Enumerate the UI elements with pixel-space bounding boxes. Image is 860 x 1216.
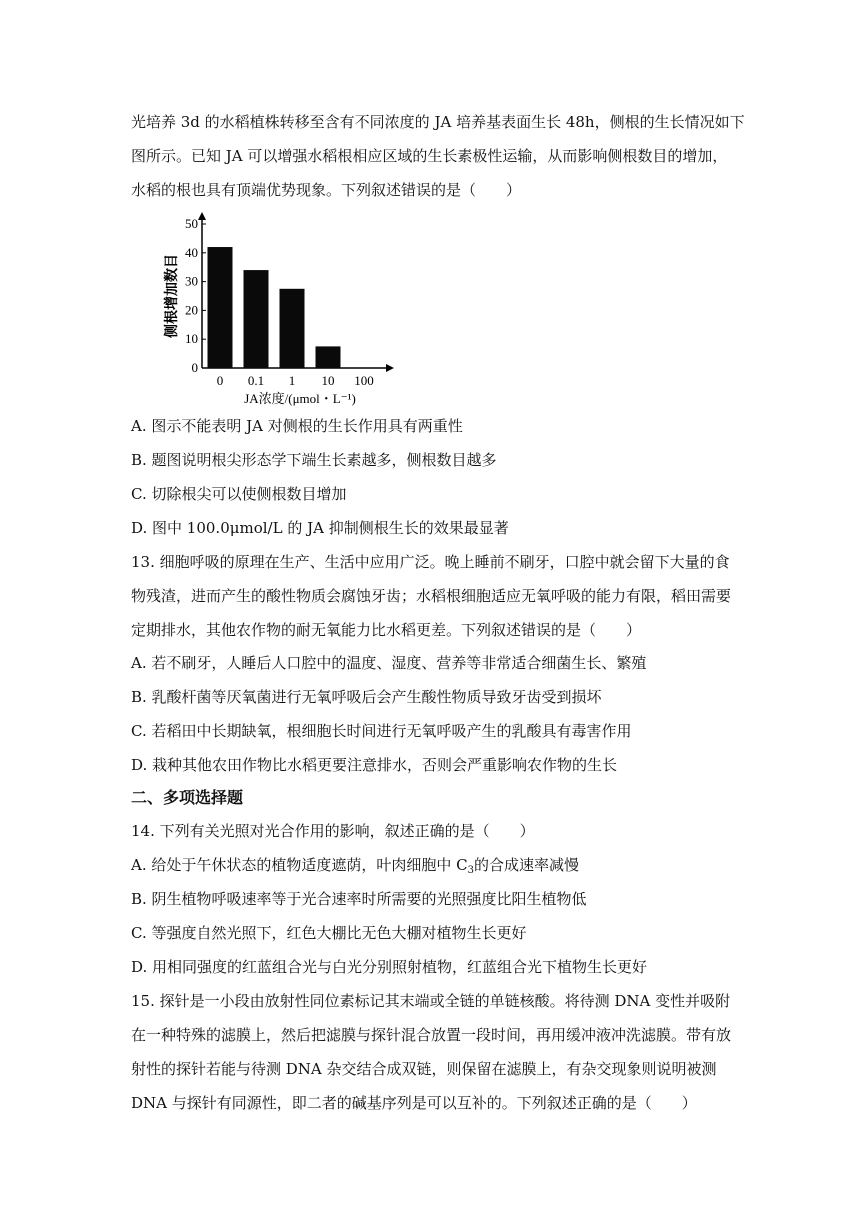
q15-stem-line-2: 在一种特殊的滤膜上，然后把滤膜与探针混合放置一段时间，再用缓冲液冲洗滤膜。带有放 [131,1026,732,1044]
q14-stem: 14. 下列有关光照对光合作用的影响，叙述正确的是（ ） [131,822,535,840]
intro-line-2: 图所示。已知 JA 可以增强水稻根相应区域的生长素极性运输，从而影响侧根数目的增加， [131,147,728,165]
bar [244,270,269,368]
q15-stem-line-3: 射性的探针若能与待测 DNA 杂交结合成双链，则保留在滤膜上，有杂交现象则说明被测 [131,1060,717,1078]
q13-option-c: C. 若稻田中长期缺氧，根细胞长时间进行无氧呼吸产生的乳酸具有毒害作用 [131,722,632,740]
q12-option-a: A. 图示不能表明 JA 对侧根的生长作用具有两重性 [131,417,463,435]
x-axis-arrow [386,364,394,372]
y-axis-label: 侧根增加数目 [165,254,180,338]
q13-stem-line-1: 13. 细胞呼吸的原理在生产、生活中应用广泛。晚上睡前不刷牙，口腔中就会留下大量的食 [131,553,730,571]
y-tick-label: 40 [185,244,198,260]
y-axis-arrow [198,212,206,220]
q13-option-d: D. 栽种其他农田作物比水稻更要注意排水，否则会严重影响农作物的生长 [131,756,618,774]
q14-option-b: B. 阴生植物呼吸速率等于光合速率时所需要的光照强度比阳生植物低 [131,890,587,908]
bar [316,346,341,368]
x-axis-label: JA浓度/(μmol・L⁻¹) [244,391,356,406]
q14-option-a-text: A. 给处于午休状态的植物适度遮荫，叶肉细胞中 C [131,856,468,874]
bar [280,289,305,368]
q14-option-a-subscript: 3 [467,865,474,876]
y-tick-label: 0 [191,360,198,375]
ja-bar-chart [150,212,400,407]
q12-option-b: B. 题图说明根尖形态学下端生长素越多，侧根数目越多 [131,451,497,469]
y-tick-label: 10 [185,331,198,347]
x-tick-label: 0.1 [247,373,265,388]
x-tick-label: 10 [321,373,335,388]
q13-option-b: B. 乳酸杆菌等厌氧菌进行无氧呼吸后会产生酸性物质导致牙齿受到损坏 [131,688,602,706]
q12-option-d: D. 图中 100.0μmol/L 的 JA 抑制侧根生长的效果最显著 [131,519,509,537]
x-tick-label: 1 [288,373,296,388]
q14-option-a-tail: 的合成速率减慢 [474,856,580,874]
q13-stem-line-2: 物残渣，进而产生的酸性物质会腐蚀牙齿；水稻根细胞适应无氧呼吸的能力有限，稻田需要 [131,587,732,605]
q14-option-d: D. 用相同强度的红蓝组合光与白光分别照射植物，红蓝组合光下植物生长更好 [131,958,648,976]
intro-line-3: 水稻的根也具有顶端优势现象。下列叙述错误的是（ ） [131,181,522,199]
x-tick-label: 100 [354,373,374,388]
q14-option-a [131,855,579,881]
q13-option-a: A. 若不刷牙，人睡后人口腔中的温度、湿度、营养等非常适合细菌生长、繁殖 [131,654,647,672]
q14-option-c: C. 等强度自然光照下，红色大棚比无色大棚对植物生长更好 [131,924,527,942]
q12-option-c: C. 切除根尖可以使侧根数目增加 [131,485,347,503]
intro-line-1: 光培养 3d 的水稻植株转移至含有不同浓度的 JA 培养基表面生长 48h，侧根的生长情况如下 [131,113,745,131]
x-tick-label: 0 [216,373,224,388]
section-heading: 二、多项选择题 [131,788,244,807]
y-tick-label: 50 [185,216,198,231]
y-tick-label: 20 [185,302,198,318]
y-tick-label: 30 [185,273,198,289]
q15-stem-line-4: DNA 与探针有同源性，即二者的碱基序列是可以互补的。下列叙述正确的是（ ） [131,1094,697,1112]
bar [208,247,233,368]
q15-stem-line-1: 15. 探针是一小段由放射性同位素标记其末端或全链的单链核酸。将待测 DNA 变性并吸附 [131,992,731,1010]
q13-stem-line-3: 定期排水，其他农作物的耐无氧能力比水稻更差。下列叙述错误的是（ ） [131,621,642,639]
